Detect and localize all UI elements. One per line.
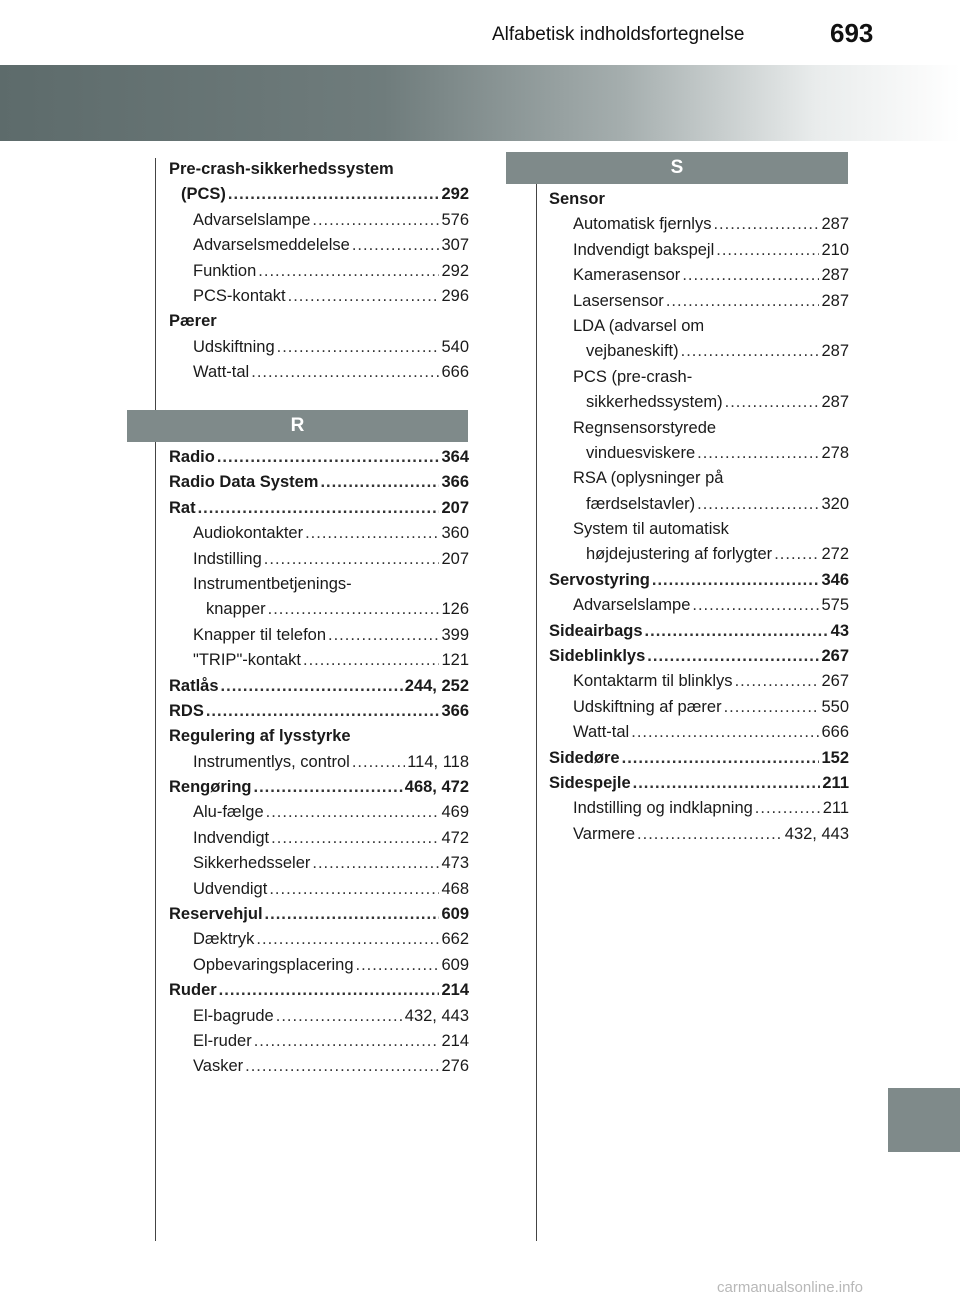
dot-leader <box>692 593 819 618</box>
entry-page-ref: 609 <box>441 955 469 974</box>
dot-leader <box>666 289 820 314</box>
entry-label: Reservehjul <box>169 905 263 924</box>
entry-page-ref: 666 <box>821 723 849 742</box>
dot-leader <box>303 648 439 673</box>
entry-label: Alu-fælge <box>193 803 264 822</box>
index-heading: Sensor <box>549 190 605 208</box>
section-letter-s: S <box>506 152 848 184</box>
entry-page-ref: 287 <box>821 266 849 285</box>
index-entry <box>169 284 469 309</box>
index-entry <box>169 953 469 978</box>
index-entry <box>169 877 469 902</box>
index-entry <box>169 445 469 470</box>
index-entry <box>169 927 469 952</box>
entry-label: Automatisk fjernlys <box>573 215 712 234</box>
entry-page-ref: 473 <box>441 854 469 873</box>
entry-page-ref: 207 <box>441 498 469 517</box>
index-heading: System til automatisk <box>573 520 729 539</box>
dot-leader <box>774 542 819 567</box>
index-column-left-r <box>169 445 469 1080</box>
chapter-side-tab <box>888 1088 960 1152</box>
dot-leader <box>312 208 439 233</box>
dot-leader <box>637 822 783 847</box>
dot-leader <box>258 259 439 284</box>
dot-leader <box>217 445 440 470</box>
entry-label: Udvendigt <box>193 879 268 898</box>
dot-leader <box>697 492 819 517</box>
entry-page-ref: 210 <box>821 240 849 259</box>
entry-label: Indvendigt bakspejl <box>573 240 715 259</box>
index-entry <box>169 233 469 258</box>
entry-label: Dæktryk <box>193 930 255 949</box>
index-entry <box>549 289 849 314</box>
column-divider-left <box>155 158 156 1241</box>
entry-page-ref: 121 <box>441 651 469 670</box>
entry-label: Advarselsmeddelelse <box>193 236 350 255</box>
entry-label: Rat <box>169 498 196 517</box>
entry-page-ref: 214 <box>441 981 469 1000</box>
watermark: carmanualsonline.info <box>717 1279 863 1296</box>
entry-page-ref: 575 <box>821 596 849 615</box>
entry-page-ref: 320 <box>821 494 849 513</box>
page-title: Alfabetisk indholdsfortegnelse <box>492 24 745 45</box>
entry-label: Vasker <box>193 1057 244 1076</box>
entry-label: Ruder <box>169 981 217 1000</box>
dot-leader <box>277 335 440 360</box>
entry-page-ref: 346 <box>821 570 849 589</box>
index-entry <box>169 259 469 284</box>
entry-page-ref: 207 <box>441 549 469 568</box>
dot-leader <box>716 238 819 263</box>
index-entry <box>549 644 849 669</box>
index-entry <box>169 208 469 233</box>
entry-label: Watt-tal <box>193 363 250 382</box>
entry-label: Sidedøre <box>549 748 620 767</box>
index-entry <box>169 775 469 800</box>
index-entry <box>169 648 469 673</box>
entry-label: Opbevaringsplacering <box>193 955 354 974</box>
entry-page-ref: 276 <box>441 1057 469 1076</box>
entry-page-ref: 666 <box>441 363 469 382</box>
entry-page-ref: 267 <box>821 672 849 691</box>
entry-page-ref: 576 <box>441 210 469 229</box>
entry-label: Varmere <box>573 824 636 843</box>
dot-leader <box>681 339 820 364</box>
index-heading: Pre-crash-sikkerhedssystem <box>169 160 394 178</box>
dot-leader <box>631 720 819 745</box>
index-entry <box>549 441 849 466</box>
index-column-right <box>549 187 849 847</box>
entry-page-ref: 278 <box>821 443 849 462</box>
entry-label: Instrumentlys, control <box>193 752 350 771</box>
entry-label: Kontaktarm til blinklys <box>573 672 733 691</box>
index-column-left <box>169 157 469 386</box>
index-entry <box>169 978 469 1003</box>
index-entry <box>169 1054 469 1079</box>
entry-page-ref: 267 <box>821 647 849 666</box>
index-heading: LDA (advarsel om <box>573 316 705 335</box>
dot-leader <box>269 877 439 902</box>
dot-leader <box>356 953 440 978</box>
dot-leader <box>320 470 439 495</box>
index-entry <box>549 568 849 593</box>
dot-leader <box>266 800 440 825</box>
entry-label: PCS-kontakt <box>193 286 286 305</box>
index-entry <box>549 746 849 771</box>
index-entry <box>169 182 469 207</box>
entry-label: Kamerasensor <box>573 266 681 285</box>
dot-leader <box>725 390 820 415</box>
index-entry <box>549 238 849 263</box>
entry-label: Audiokontakter <box>193 524 304 543</box>
entry-page-ref: 272 <box>821 545 849 564</box>
index-entry <box>549 492 849 517</box>
entry-label: El-ruder <box>193 1031 252 1050</box>
entry-label: færdselstavler) <box>586 494 696 513</box>
entry-page-ref: 432, 443 <box>404 1006 469 1025</box>
entry-label: Sideairbags <box>549 621 643 640</box>
entry-page-ref: 43 <box>830 621 849 640</box>
dot-leader <box>264 547 440 572</box>
entry-label: Indstilling <box>193 549 262 568</box>
dot-leader <box>352 233 440 258</box>
entry-label: Sideblinklys <box>549 647 646 666</box>
dot-leader <box>288 284 440 309</box>
entry-page-ref: 540 <box>441 337 469 356</box>
index-heading: Instrumentbetjenings- <box>193 574 352 593</box>
entry-page-ref: 432, 443 <box>784 824 849 843</box>
dot-leader <box>645 619 829 644</box>
entry-label: vejbaneskift) <box>586 342 679 361</box>
entry-page-ref: 214 <box>441 1031 469 1050</box>
index-entry <box>549 771 849 796</box>
index-entry <box>549 669 849 694</box>
index-heading: Regulering af lysstyrke <box>169 727 351 746</box>
dot-leader <box>647 644 819 669</box>
dot-leader <box>251 360 439 385</box>
dot-leader <box>633 771 821 796</box>
index-entry <box>549 822 849 847</box>
index-entry <box>169 699 469 724</box>
page-number: 693 <box>830 18 874 48</box>
dot-leader <box>221 674 403 699</box>
index-entry <box>549 796 849 821</box>
entry-page-ref: 469 <box>441 803 469 822</box>
entry-page-ref: 287 <box>821 215 849 234</box>
entry-label: Sidespejle <box>549 773 631 792</box>
dot-leader <box>245 1054 439 1079</box>
index-entry <box>169 1004 469 1029</box>
entry-label: Sikkerhedsseler <box>193 854 311 873</box>
index-entry <box>169 335 469 360</box>
entry-label: Rengøring <box>169 778 252 797</box>
dot-leader <box>352 750 405 775</box>
entry-label: Radio <box>169 448 215 466</box>
dot-leader <box>622 746 820 771</box>
entry-label: El-bagrude <box>193 1006 274 1025</box>
header-banner <box>0 65 960 141</box>
entry-page-ref: 550 <box>821 697 849 716</box>
dot-leader <box>198 496 440 521</box>
entry-page-ref: 366 <box>441 473 469 492</box>
dot-leader <box>682 263 819 288</box>
index-entry <box>169 521 469 546</box>
entry-page-ref: 287 <box>821 291 849 310</box>
dot-leader <box>228 182 440 207</box>
dot-leader <box>206 699 440 724</box>
dot-leader <box>271 826 439 851</box>
dot-leader <box>254 775 403 800</box>
index-entry <box>169 750 469 775</box>
index-entry <box>549 339 849 364</box>
entry-label: Advarselslampe <box>573 596 691 615</box>
entry-label: sikkerhedssystem) <box>586 393 723 412</box>
index-entry <box>169 851 469 876</box>
entry-page-ref: 662 <box>441 930 469 949</box>
entry-label: Lasersensor <box>573 291 664 310</box>
index-entry <box>169 470 469 495</box>
index-entry <box>549 720 849 745</box>
index-entry <box>169 826 469 851</box>
entry-page-ref: 468 <box>441 879 469 898</box>
entry-page-ref: 364 <box>441 448 469 466</box>
dot-leader <box>305 521 439 546</box>
section-s-entries <box>549 187 849 847</box>
entry-page-ref: 244, 252 <box>404 676 469 695</box>
index-entry <box>169 360 469 385</box>
entry-page-ref: 296 <box>441 286 469 305</box>
index-entry <box>549 619 849 644</box>
entry-label: "TRIP"-kontakt <box>193 651 301 670</box>
index-entry <box>169 902 469 927</box>
index-heading: RSA (oplysninger på <box>573 469 724 488</box>
entry-page-ref: 307 <box>441 236 469 255</box>
index-entry <box>549 390 849 415</box>
entry-label: højdejustering af forlygter <box>586 545 773 564</box>
index-entry <box>169 674 469 699</box>
entry-page-ref: 292 <box>441 185 469 204</box>
dot-leader <box>697 441 819 466</box>
entry-label: Ratlås <box>169 676 219 695</box>
dot-leader <box>254 1029 440 1054</box>
index-entry <box>169 496 469 521</box>
section-r-entries <box>169 445 469 1080</box>
entry-label: (PCS) <box>181 185 226 204</box>
entry-label: Udskiftning <box>193 337 275 356</box>
dot-leader <box>312 851 439 876</box>
dot-leader <box>268 597 440 622</box>
entry-page-ref: 366 <box>441 701 469 720</box>
index-entry <box>549 542 849 567</box>
entry-page-ref: 360 <box>441 524 469 543</box>
entry-label: Indstilling og indklapning <box>573 799 753 818</box>
dot-leader <box>713 212 819 237</box>
entry-page-ref: 287 <box>821 393 849 412</box>
entry-label: RDS <box>169 701 204 720</box>
index-heading: PCS (pre-crash- <box>573 367 693 386</box>
entry-label: Servostyring <box>549 570 650 589</box>
entry-label: Knapper til telefon <box>193 625 327 644</box>
index-entry <box>169 800 469 825</box>
column-divider-middle <box>536 158 537 1241</box>
index-entry <box>169 1029 469 1054</box>
dot-leader <box>276 1004 403 1029</box>
index-entry <box>549 263 849 288</box>
entry-label: vinduesviskere <box>586 443 696 462</box>
entry-label: knapper <box>206 600 266 619</box>
index-entry <box>169 623 469 648</box>
index-entry <box>169 597 469 622</box>
index-heading: Pærer <box>169 312 217 331</box>
entry-label: Radio Data System <box>169 473 319 492</box>
dot-leader <box>219 978 440 1003</box>
dot-leader <box>724 695 820 720</box>
entry-page-ref: 399 <box>441 625 469 644</box>
index-entry <box>549 593 849 618</box>
entry-page-ref: 152 <box>821 748 849 767</box>
entry-label: Indvendigt <box>193 828 270 847</box>
dot-leader <box>735 669 820 694</box>
entry-page-ref: 472 <box>441 828 469 847</box>
entry-page-ref: 114, 118 <box>407 752 469 771</box>
entry-label: Advarselslampe <box>193 210 311 229</box>
index-entry <box>549 695 849 720</box>
entry-page-ref: 287 <box>821 342 849 361</box>
section-p-entries <box>169 157 469 386</box>
dot-leader <box>328 623 439 648</box>
index-entry <box>549 212 849 237</box>
section-letter-r: R <box>127 410 468 442</box>
index-heading: Regnsensorstyrede <box>573 418 717 437</box>
entry-label: Funktion <box>193 261 257 280</box>
entry-label: Watt-tal <box>573 723 630 742</box>
dot-leader <box>652 568 820 593</box>
entry-page-ref: 211 <box>822 773 849 792</box>
entry-label: Udskiftning af pærer <box>573 697 722 716</box>
entry-page-ref: 211 <box>822 799 849 818</box>
entry-page-ref: 126 <box>441 600 469 619</box>
entry-page-ref: 609 <box>441 905 469 924</box>
index-entry <box>169 547 469 572</box>
dot-leader <box>256 927 439 952</box>
dot-leader <box>265 902 440 927</box>
entry-page-ref: 292 <box>441 261 469 280</box>
dot-leader <box>755 796 821 821</box>
entry-page-ref: 468, 472 <box>404 778 469 797</box>
